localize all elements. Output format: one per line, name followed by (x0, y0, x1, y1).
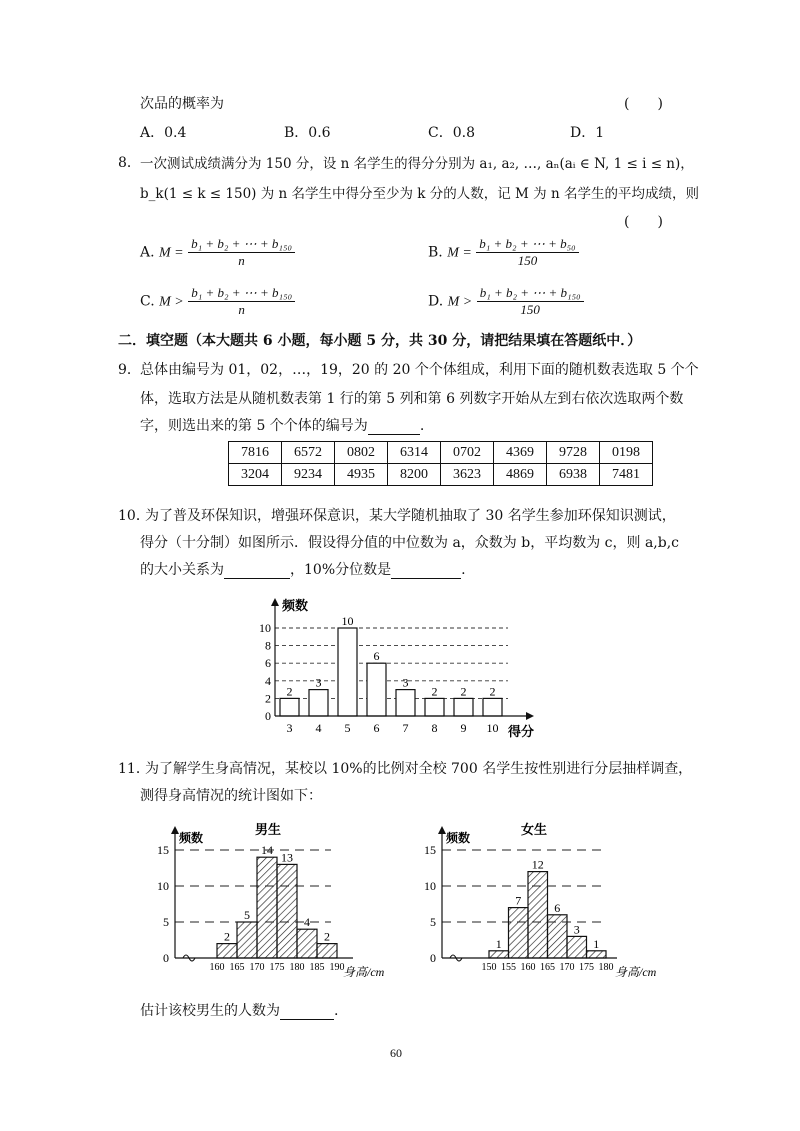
y-tick-label: 4 (265, 673, 271, 688)
table-cell: 6938 (547, 464, 600, 486)
q11-line2: 测得身高情况的统计图如下： (140, 788, 322, 804)
q8-option-c: C. M > $\frac{\text{b₁ + b₂ + ⋯ + b₁₅₀}}{n}$ (140, 285, 295, 318)
table-cell: 3623 (441, 464, 494, 486)
data-label: 5 (244, 908, 250, 922)
answer-blank[interactable] (391, 562, 461, 579)
histogram-bar (489, 951, 509, 958)
q8-line2: b_k(1 ≤ k ≤ 150) 为 n 名学生中得分至少为 k 分的人数，记 M 为 n 名学生的平均成绩，则 (140, 186, 699, 202)
x-tick-label: 9 (460, 721, 467, 735)
data-label: 14 (261, 843, 273, 858)
data-label: 3 (402, 675, 409, 690)
x-tick-label: 160 (209, 962, 225, 973)
x-tick-label: 170 (559, 962, 575, 973)
data-label: 6 (554, 900, 561, 915)
table-cell: 6572 (282, 442, 335, 464)
q10-line2: 得分（十分制）如图所示．假设得分值的中位数为 a，众数为 b，平均数为 c，则 a,b,c (140, 535, 679, 551)
x-tick-label: 4 (315, 721, 322, 735)
table-cell: 7816 (229, 442, 282, 464)
bar (367, 663, 386, 716)
q11-estimate: 估计该校男生的人数为 . (140, 1003, 339, 1019)
histogram-bar (237, 922, 257, 958)
bar (309, 690, 328, 716)
x-tick-label: 8 (431, 721, 438, 735)
x-tick-label: 150 (481, 962, 497, 973)
data-label: 10 (341, 614, 354, 628)
x-tick-label: 10 (486, 721, 499, 735)
y-tick-label: 10 (157, 879, 169, 893)
x-axis-arrow (526, 712, 534, 720)
histogram-bar (277, 864, 297, 958)
random-number-table (228, 441, 653, 486)
y-tick-label: 8 (265, 638, 271, 653)
q9-line2: 体，选取方法是从随机数表第 1 行的第 5 列和第 6 列数字开始从左到右依次选取两个数 (140, 391, 684, 407)
bar (280, 698, 299, 716)
q8-number: 8． (118, 155, 141, 171)
table-cell: 0702 (441, 442, 494, 464)
bar (483, 698, 502, 716)
y-tick-label: 0 (265, 709, 271, 723)
histogram-bar (567, 936, 587, 958)
y-axis-arrow (171, 826, 179, 834)
q8-answer-paren: ( ) (624, 214, 663, 230)
chart-title: 男生 (255, 822, 282, 837)
histogram-bar (217, 944, 237, 958)
answer-blank[interactable] (368, 418, 420, 435)
data-label: 12 (531, 857, 544, 872)
histogram-bar (317, 944, 337, 958)
data-label: 6 (373, 649, 380, 664)
q8-option-d: D. M > $\frac{\text{b₁ + b₂ + ⋯ + b₁₅₀}}{150}$ (428, 285, 584, 318)
histogram-bar (257, 857, 277, 958)
histogram-bar (587, 951, 607, 958)
y-tick-label: 0 (430, 951, 436, 965)
table-cell: 6314 (388, 442, 441, 464)
q7-tail: 次品的概率为 (140, 96, 224, 112)
q7-option-a: A．0.4 (140, 125, 187, 141)
y-tick-label: 15 (157, 843, 169, 857)
x-axis-label: 身高/cm (615, 965, 657, 979)
y-tick-label: 15 (424, 843, 436, 857)
x-tick-label: 175 (579, 962, 594, 973)
q11-line1: 为了解学生身高情况，某校以 10%的比例对全校 700 名学生按性别进行分层抽样调查， (145, 761, 693, 777)
table-cell: 0198 (600, 442, 653, 464)
x-tick-label: 5 (344, 721, 351, 735)
x-tick-label: 3 (286, 721, 293, 735)
table-cell: 4935 (335, 464, 388, 486)
table-cell: 7481 (600, 464, 653, 486)
q10-number: 10． (118, 508, 150, 524)
histogram-bar (528, 872, 548, 958)
data-label: 3 (315, 675, 322, 690)
data-label: 2 (489, 684, 496, 699)
chart-title: 女生 (521, 822, 548, 837)
data-label: 1 (593, 936, 600, 951)
table-row (229, 464, 653, 486)
x-tick-label: 180 (289, 962, 305, 973)
data-label: 3 (573, 922, 580, 937)
y-tick-label: 5 (163, 915, 169, 929)
x-tick-label: 180 (598, 962, 614, 973)
bar (454, 698, 473, 716)
x-tick-label: 160 (520, 962, 536, 973)
y-axis-arrow (438, 826, 446, 834)
q8-option-a: A. M = $\frac{\text{b₁ + b₂ + ⋯ + b₁₅₀}}{n}$ (140, 236, 295, 269)
table-cell: 4369 (494, 442, 547, 464)
page-number: 60 (390, 1046, 402, 1060)
y-axis-label: 频数 (179, 831, 204, 845)
x-tick-label: 185 (309, 962, 325, 973)
x-axis-label: 身高/cm (343, 965, 385, 979)
table-cell: 9234 (282, 464, 335, 486)
bar (425, 698, 444, 716)
data-label: 4 (304, 915, 310, 930)
x-tick-label: 165 (229, 962, 245, 973)
histogram-bar (548, 915, 568, 958)
q10-line3: 的大小关系为 ，10%分位数是 . (140, 562, 466, 578)
table-cell: 8200 (388, 464, 441, 486)
y-axis-label: 频数 (282, 598, 309, 613)
table-cell: 0802 (335, 442, 388, 464)
q8-option-b: B. M = $\frac{\text{b₁ + b₂ + ⋯ + b₅₀}}{150}$ (428, 236, 579, 269)
q10-line1: 为了普及环保知识，增强环保意识，某大学随机抽取了 30 名学生参加环保知识测试， (145, 508, 676, 524)
x-axis-label: 得分 (508, 724, 535, 739)
female-height-chart (417, 818, 667, 978)
y-tick-label: 2 (265, 691, 271, 706)
answer-blank[interactable] (280, 1003, 334, 1020)
y-axis-label: 频数 (446, 831, 471, 845)
table-cell: 3204 (229, 464, 282, 486)
x-tick-label: 175 (269, 962, 285, 973)
q9-line1: 总体由编号为 01，02，…，19，20 的 20 个个体组成，利用下面的随机数表选取 5 个个 (140, 362, 699, 378)
histogram-bar (297, 929, 317, 958)
table-cell: 4869 (494, 464, 547, 486)
answer-blank[interactable] (224, 562, 290, 579)
y-axis-arrow (271, 598, 279, 606)
q9-number: 9． (118, 362, 141, 378)
histogram-bar (509, 908, 529, 958)
score-frequency-chart (250, 594, 540, 744)
data-label: 7 (515, 893, 522, 908)
q7-option-d: D．1 (570, 125, 605, 141)
x-tick-label: 165 (540, 962, 555, 973)
data-label: 1 (495, 936, 502, 951)
y-tick-label: 0 (163, 951, 169, 965)
y-tick-label: 10 (259, 621, 271, 635)
data-label: 2 (286, 684, 293, 699)
section-heading: 二．填空题（本大题共 6 小题，每小题 5 分，共 30 分，请把结果填在答题纸中．） (118, 333, 642, 349)
x-tick-label: 170 (249, 962, 265, 973)
x-tick-label: 190 (329, 962, 345, 973)
data-label: 2 (460, 684, 467, 699)
q7-answer-paren: ( ) (624, 96, 663, 112)
table-row (229, 442, 653, 464)
y-tick-label: 5 (430, 915, 436, 929)
q7-option-c: C．0.8 (428, 125, 475, 141)
bar (396, 690, 415, 716)
data-label: 2 (224, 929, 230, 944)
x-tick-label: 6 (373, 721, 380, 735)
q11-number: 11． (118, 761, 150, 777)
q8-line1: 一次测试成绩满分为 150 分，设 n 名学生的得分分别为 a₁, a₂, …, aₙ(aᵢ ∈ N, 1 ≤ i ≤ n)， (140, 156, 694, 172)
table-cell: 9728 (547, 442, 600, 464)
x-tick-label: 7 (402, 721, 409, 735)
q9-line3: 字，则选出来的第 5 个个体的编号为 . (140, 418, 425, 434)
x-tick-label: 155 (501, 962, 516, 973)
data-label: 2 (431, 684, 438, 699)
y-tick-label: 6 (265, 656, 271, 671)
data-label: 2 (324, 929, 330, 944)
y-tick-label: 10 (424, 879, 436, 893)
male-height-chart (143, 818, 385, 979)
bar (338, 628, 357, 716)
q7-option-b: B．0.6 (284, 125, 331, 141)
data-label: 13 (281, 850, 293, 865)
